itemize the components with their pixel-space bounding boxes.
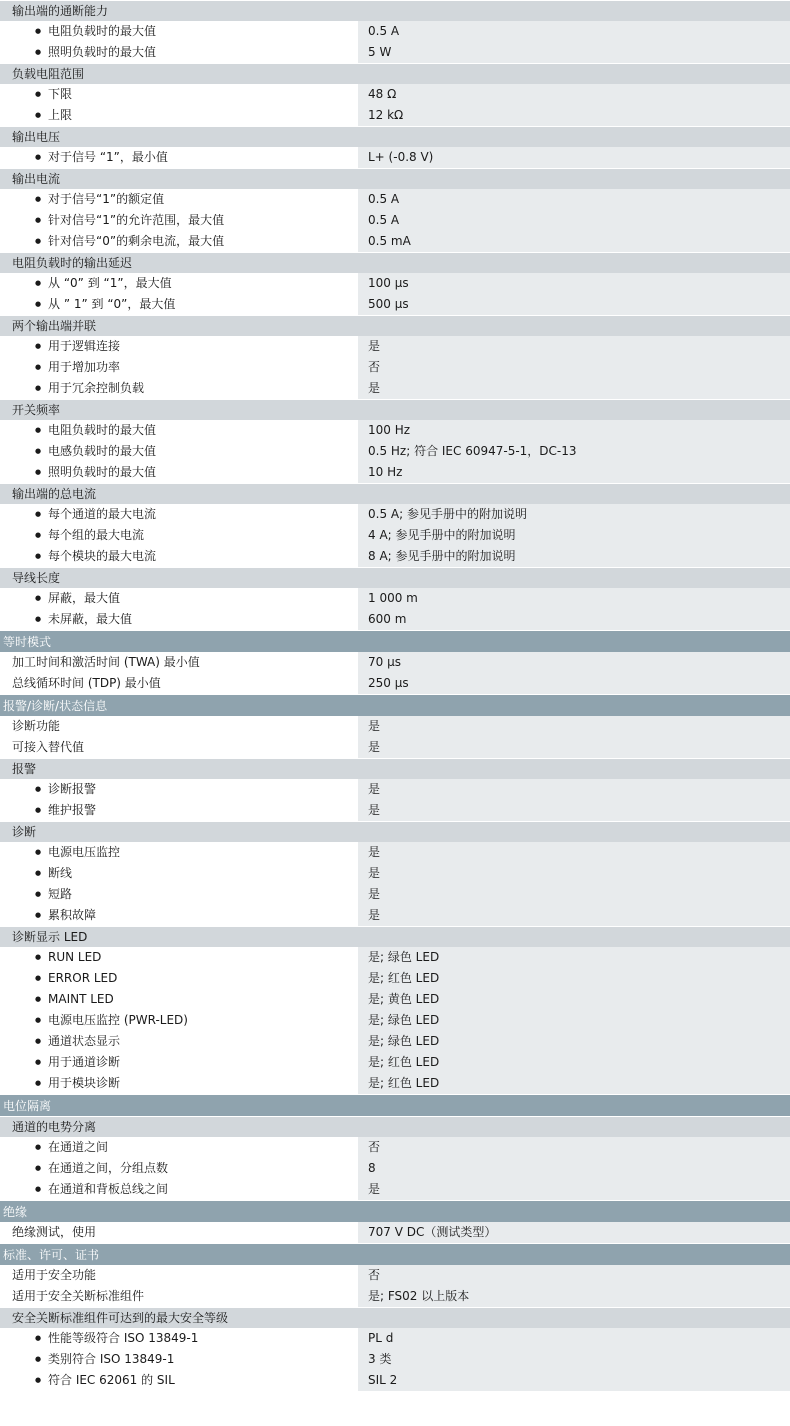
spec-row [0, 105, 790, 126]
spec-row [0, 84, 790, 105]
spec-row [0, 1179, 790, 1200]
spec-label [0, 947, 358, 968]
spec-label [0, 863, 358, 884]
spec-row [0, 1349, 790, 1370]
subsection-header: 输出端的通断能力 [0, 0, 790, 21]
spec-value: 5 W [358, 42, 790, 63]
spec-label [0, 42, 358, 63]
spec-row [0, 357, 790, 378]
spec-row [0, 737, 790, 758]
spec-label-text: 在通道和背板总线之间 [48, 1182, 169, 1196]
spec-label [0, 842, 358, 863]
spec-label-text: 断线 [48, 866, 73, 880]
section-header: 绝缘 [0, 1200, 790, 1222]
spec-value: 是 [358, 1179, 790, 1200]
spec-label [0, 1052, 358, 1073]
subsection-header: 负载电阻范围 [0, 63, 790, 84]
spec-label-text: 维护报警 [48, 803, 97, 817]
spec-row [0, 210, 790, 231]
spec-label-text: 每个通道的最大电流 [48, 507, 157, 521]
spec-value: 0.5 A [358, 21, 790, 42]
spec-label [0, 84, 358, 105]
spec-value: 8 [358, 1158, 790, 1179]
spec-label-text: 针对信号“0”的剩余电流，最大值 [48, 234, 225, 248]
subsection-header: 两个输出端并联 [0, 315, 790, 336]
spec-label-text: 从 “0” 到 “1”，最大值 [48, 276, 172, 290]
spec-label-text: 诊断报警 [48, 782, 97, 796]
spec-row [0, 525, 790, 546]
spec-label-text: 诊断功能 [12, 719, 61, 733]
spec-value: 12 kΩ [358, 105, 790, 126]
spec-label-text: 用于逻辑连接 [48, 339, 121, 353]
subsection-header: 诊断 [0, 821, 790, 842]
spec-label-text: 对于信号“1”的额定值 [48, 192, 165, 206]
spec-row [0, 189, 790, 210]
spec-value: 是; FS02 以上版本 [358, 1286, 790, 1307]
spec-label-text: 用于增加功率 [48, 360, 121, 374]
subsection-header: 输出电压 [0, 126, 790, 147]
spec-label-text: 加工时间和激活时间 (TWA) 最小值 [12, 655, 200, 669]
spec-value: 是 [358, 884, 790, 905]
spec-label-text: 类别符合 ISO 13849-1 [48, 1352, 175, 1366]
spec-value: 600 m [358, 609, 790, 630]
spec-row [0, 546, 790, 567]
spec-row [0, 273, 790, 294]
spec-row [0, 378, 790, 399]
spec-row [0, 21, 790, 42]
spec-label-text: 性能等级符合 ISO 13849-1 [48, 1331, 199, 1345]
spec-label-text: 电阻负载时的最大值 [48, 423, 157, 437]
spec-label [0, 1328, 358, 1349]
subsection-header: 通道的电势分离 [0, 1116, 790, 1137]
spec-label [0, 21, 358, 42]
spec-label [0, 1179, 358, 1200]
subsection-header: 安全关断标准组件可达到的最大安全等级 [0, 1307, 790, 1328]
spec-label [0, 273, 358, 294]
spec-label [0, 779, 358, 800]
spec-label [0, 800, 358, 821]
spec-value: 是 [358, 905, 790, 926]
spec-value: 否 [358, 1265, 790, 1286]
spec-label [0, 441, 358, 462]
spec-value: 100 µs [358, 273, 790, 294]
spec-label-text: 上限 [48, 108, 73, 122]
spec-label [0, 420, 358, 441]
spec-row [0, 336, 790, 357]
spec-value: L+ (-0.8 V) [358, 147, 790, 168]
spec-value: 是 [358, 378, 790, 399]
spec-label [0, 588, 358, 609]
spec-value: 是; 红色 LED [358, 1073, 790, 1094]
spec-label [0, 1222, 358, 1243]
spec-value: 是 [358, 716, 790, 737]
spec-row [0, 1052, 790, 1073]
spec-value: 1 000 m [358, 588, 790, 609]
subsection-header: 报警 [0, 758, 790, 779]
section-header: 等时模式 [0, 630, 790, 652]
spec-label [0, 378, 358, 399]
spec-row [0, 989, 790, 1010]
spec-label-text: MAINT LED [48, 992, 114, 1006]
spec-value: 250 µs [358, 673, 790, 694]
spec-label [0, 1265, 358, 1286]
spec-row [0, 147, 790, 168]
spec-label-text: 通道状态显示 [48, 1034, 121, 1048]
spec-label-text: 短路 [48, 887, 73, 901]
spec-label-text: 累积故障 [48, 908, 97, 922]
spec-label-text: 电阻负载时的最大值 [48, 24, 157, 38]
spec-label [0, 737, 358, 758]
spec-label [0, 546, 358, 567]
spec-label [0, 968, 358, 989]
spec-row [0, 420, 790, 441]
spec-row [0, 1031, 790, 1052]
spec-label [0, 231, 358, 252]
spec-label [0, 716, 358, 737]
subsection-header: 输出端的总电流 [0, 483, 790, 504]
spec-row [0, 1010, 790, 1031]
spec-label [0, 336, 358, 357]
spec-row [0, 1073, 790, 1094]
spec-label-text: 照明负载时的最大值 [48, 465, 157, 479]
spec-value: 否 [358, 357, 790, 378]
spec-value: PL d [358, 1328, 790, 1349]
spec-label [0, 504, 358, 525]
spec-label [0, 905, 358, 926]
subsection-header: 开关频率 [0, 399, 790, 420]
spec-value: 是 [358, 336, 790, 357]
spec-label-text: 用于冗余控制负载 [48, 381, 145, 395]
spec-value: 0.5 A; 参见手册中的附加说明 [358, 504, 790, 525]
spec-value: 707 V DC（测试类型） [358, 1222, 790, 1243]
spec-label-text: 电源电压监控 [48, 845, 121, 859]
spec-value: SIL 2 [358, 1370, 790, 1391]
spec-row [0, 1265, 790, 1286]
spec-label-text: 屏蔽，最大值 [48, 591, 121, 605]
spec-row [0, 968, 790, 989]
spec-label [0, 525, 358, 546]
spec-label [0, 357, 358, 378]
spec-label-text: 照明负载时的最大值 [48, 45, 157, 59]
spec-row [0, 779, 790, 800]
spec-label-text: 用于模块诊断 [48, 1076, 121, 1090]
spec-value: 70 µs [358, 652, 790, 673]
spec-row [0, 1158, 790, 1179]
spec-label-text: 从 ” 1” 到 “0”，最大值 [48, 297, 176, 311]
spec-value: 是; 绿色 LED [358, 1031, 790, 1052]
spec-label [0, 462, 358, 483]
spec-label [0, 1073, 358, 1094]
spec-label [0, 1349, 358, 1370]
spec-row [0, 462, 790, 483]
spec-value: 0.5 Hz; 符合 IEC 60947-5-1，DC-13 [358, 441, 790, 462]
spec-label [0, 1137, 358, 1158]
spec-value: 0.5 A [358, 210, 790, 231]
section-header: 电位隔离 [0, 1094, 790, 1116]
spec-row [0, 504, 790, 525]
spec-value: 48 Ω [358, 84, 790, 105]
spec-row [0, 905, 790, 926]
subsection-header: 导线长度 [0, 567, 790, 588]
section-header: 报警/诊断/状态信息 [0, 694, 790, 716]
spec-label-text: 每个组的最大电流 [48, 528, 145, 542]
spec-label [0, 1370, 358, 1391]
spec-label-text: 符合 IEC 62061 的 SIL [48, 1373, 175, 1387]
spec-label-text: 适用于安全关断标准组件 [12, 1289, 145, 1303]
spec-label [0, 673, 358, 694]
spec-label-text: 每个模块的最大电流 [48, 549, 157, 563]
spec-value: 是 [358, 737, 790, 758]
spec-row [0, 716, 790, 737]
spec-value: 是; 红色 LED [358, 1052, 790, 1073]
spec-value: 是; 绿色 LED [358, 947, 790, 968]
spec-row [0, 673, 790, 694]
spec-value: 是 [358, 863, 790, 884]
subsection-header: 输出电流 [0, 168, 790, 189]
spec-label-text: ERROR LED [48, 971, 118, 985]
spec-row [0, 652, 790, 673]
spec-row [0, 863, 790, 884]
spec-label-text: 用于通道诊断 [48, 1055, 121, 1069]
spec-label [0, 210, 358, 231]
spec-value: 是; 红色 LED [358, 968, 790, 989]
spec-row [0, 294, 790, 315]
spec-label-text: 在通道之间 [48, 1140, 109, 1154]
spec-row [0, 947, 790, 968]
section-header: 标准、许可、证书 [0, 1243, 790, 1265]
spec-value: 100 Hz [358, 420, 790, 441]
spec-row [0, 800, 790, 821]
spec-label-text: 电感负载时的最大值 [48, 444, 157, 458]
spec-label-text: 下限 [48, 87, 73, 101]
spec-label [0, 652, 358, 673]
spec-value: 是; 绿色 LED [358, 1010, 790, 1031]
spec-row [0, 1286, 790, 1307]
spec-row [0, 42, 790, 63]
spec-value: 是 [358, 779, 790, 800]
spec-row [0, 1137, 790, 1158]
spec-label [0, 609, 358, 630]
spec-row [0, 884, 790, 905]
spec-row [0, 609, 790, 630]
spec-value: 4 A; 参见手册中的附加说明 [358, 525, 790, 546]
spec-label-text: 未屏蔽，最大值 [48, 612, 133, 626]
spec-value: 是 [358, 800, 790, 821]
spec-row [0, 441, 790, 462]
spec-label [0, 147, 358, 168]
spec-label-text: 对于信号 “1”，最小值 [48, 150, 168, 164]
spec-value: 否 [358, 1137, 790, 1158]
spec-label [0, 1158, 358, 1179]
subsection-header: 电阻负载时的输出延迟 [0, 252, 790, 273]
spec-label [0, 1031, 358, 1052]
spec-value: 0.5 mA [358, 231, 790, 252]
spec-value: 500 µs [358, 294, 790, 315]
spec-value: 3 类 [358, 1349, 790, 1370]
spec-label-text: RUN LED [48, 950, 102, 964]
spec-value: 是; 黄色 LED [358, 989, 790, 1010]
spec-row [0, 231, 790, 252]
spec-label [0, 189, 358, 210]
spec-label-text: 适用于安全功能 [12, 1268, 97, 1282]
spec-value: 0.5 A [358, 189, 790, 210]
spec-label-text: 绝缘测试，使用 [12, 1225, 97, 1239]
spec-label-text: 电源电压监控 (PWR-LED) [48, 1013, 188, 1027]
spec-row [0, 588, 790, 609]
subsection-header: 诊断显示 LED [0, 926, 790, 947]
spec-row [0, 1370, 790, 1391]
spec-label [0, 989, 358, 1010]
spec-label [0, 294, 358, 315]
spec-label-text: 可接入替代值 [12, 740, 85, 754]
spec-label [0, 105, 358, 126]
spec-row [0, 842, 790, 863]
spec-label [0, 1286, 358, 1307]
spec-label-text: 针对信号“1”的允许范围，最大值 [48, 213, 225, 227]
spec-label-text: 总线循环时间 (TDP) 最小值 [12, 676, 161, 690]
spec-label [0, 884, 358, 905]
spec-label [0, 1010, 358, 1031]
spec-row [0, 1222, 790, 1243]
spec-value: 10 Hz [358, 462, 790, 483]
spec-value: 8 A; 参见手册中的附加说明 [358, 546, 790, 567]
spec-row [0, 1328, 790, 1349]
spec-label-text: 在通道之间，分组点数 [48, 1161, 169, 1175]
spec-value: 是 [358, 842, 790, 863]
